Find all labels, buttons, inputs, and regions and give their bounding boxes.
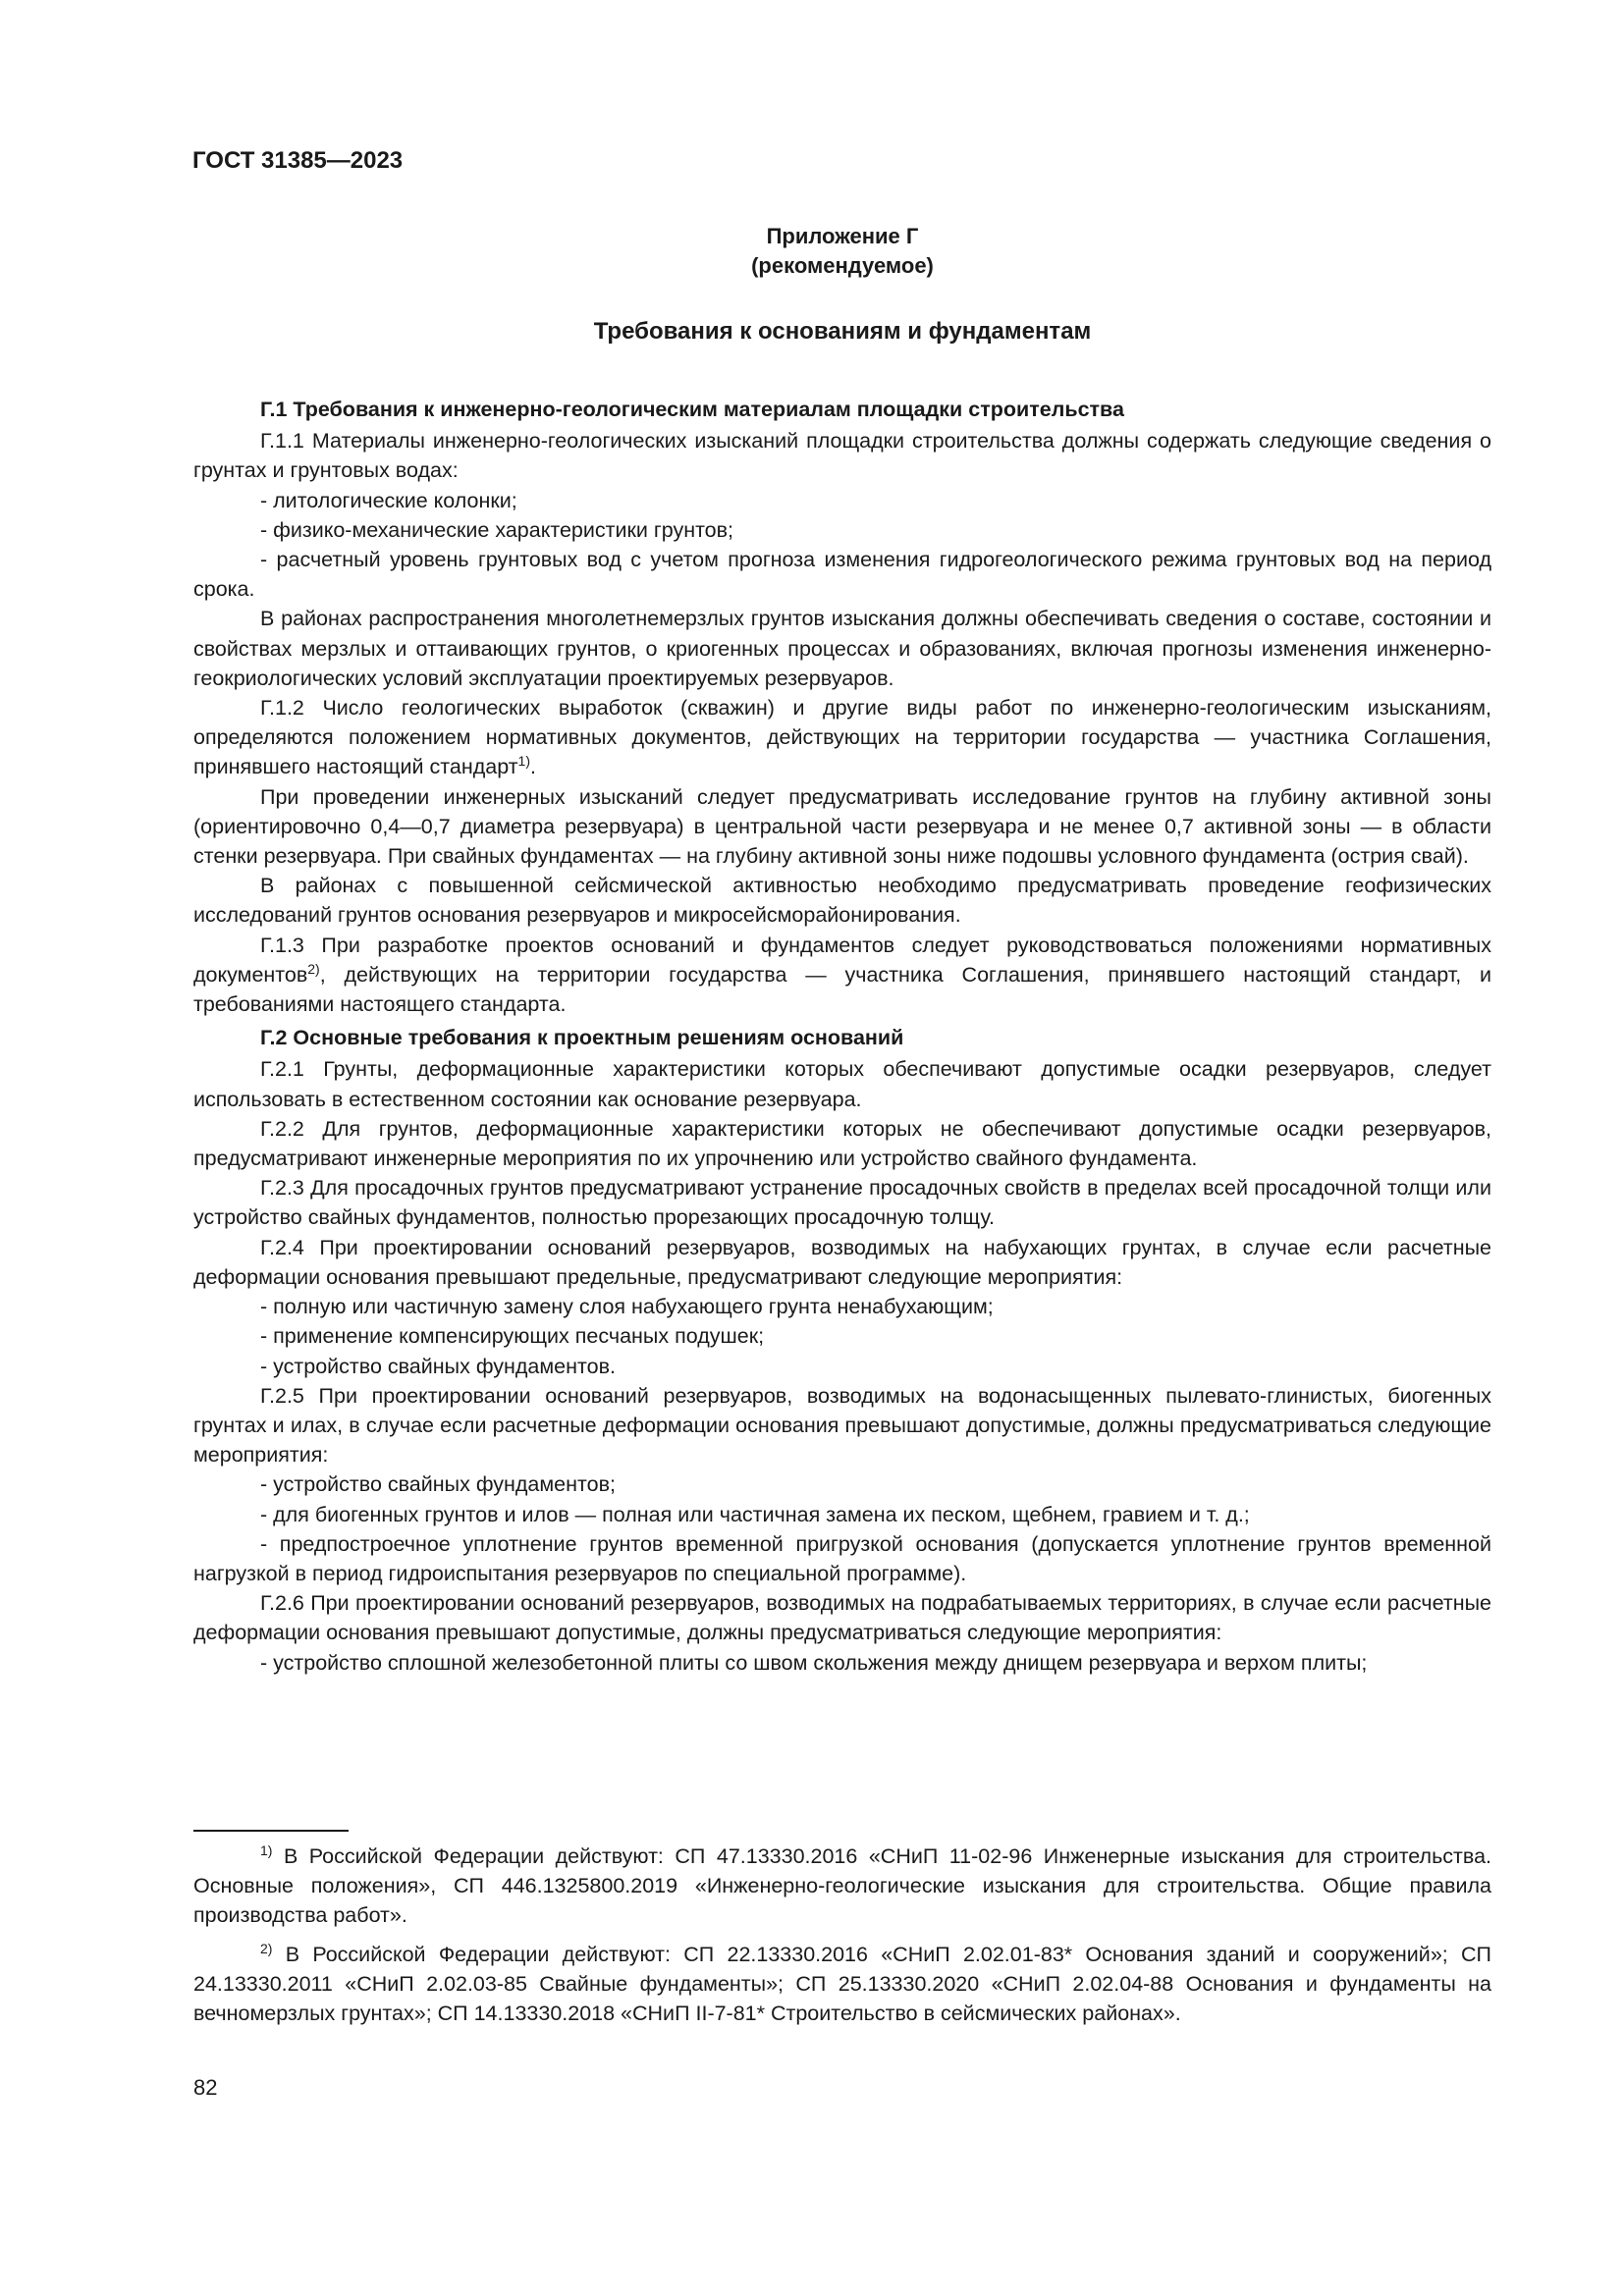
footnote-mark-2: 2) (260, 1940, 273, 1956)
footnotes (193, 1842, 1491, 2038)
clause-g2-1: Г.2.1 Грунты, деформационные характеристики которых обеспечивают допустимые осадки резервуаров, следует использовать в естественном состоянии как основание резервуара. (193, 1057, 1491, 1111)
footnote-1 (193, 1842, 1491, 1930)
list-item: - физико-механические характеристики грунтов; (260, 517, 734, 542)
clause-g2-2: Г.2.2 Для грунтов, деформационные характеристики которых не обеспечивают допустимые осадки резервуаров, предусматривают инженерные мероприятия по их упрочнению или устройство свайного фундамента. (193, 1116, 1491, 1171)
clause-g1-1-permafrost: В районах распространения многолетнемерзлых грунтов изыскания должны обеспечивать сведения о составе, состоянии и свойствах мерзлых и оттаивающих грунтов, о криогенных процессах и образованиях, включая прогнозы изменения инженерно-геокриологических условий эксплуатации проектируемых резервуаров. (193, 607, 1491, 690)
list-item: - расчетный уровень грунтовых вод с учетом прогноза изменения гидрогеологического режима грунтовых вод на период срока. (193, 548, 1491, 602)
footnote-ref-2[interactable]: 2) (307, 960, 320, 977)
annex-label: Приложение Г (766, 224, 919, 248)
clause-g1-2-end: . (530, 755, 536, 779)
section-heading-g2: Г.2 Основные требования к проектным решениям оснований (260, 1026, 904, 1050)
clause-g2-5: Г.2.5 При проектировании оснований резервуаров, возводимых на водонасыщенных пылевато-глинистых, биогенных грунтах и илах, в случае если расчетные деформации основания превышают допустимые, должны предусматриваться следующие мероприятия: (193, 1383, 1491, 1468)
annex-status: (рекомендуемое) (751, 253, 934, 278)
section-heading-g1: Г.1 Требования к инженерно-геологическим материалам площадки строительства (260, 398, 1124, 421)
footnote-text-1: В Российской Федерации действуют: СП 47.13330.2016 «СНиП 11-02-96 Инженерные изыскания для строительства. Основные положения», СП 446.1325800.2019 «Инженерно-геологические изыскания для строительства. Общие правила производства работ». (193, 1844, 1491, 1927)
clause-g1-2-seismic: В районах с повышенной сейсмической активностью необходимо предусматривать проведение геофизических исследований грунтов основания резервуаров и микросейсморайонирования. (193, 874, 1491, 928)
clause-g2-6: Г.2.6 При проектировании оснований резервуаров, возводимых на подрабатываемых территориях, в случае если расчетные деформации основания превышают допустимые, должны предусматриваться следующие мероприятия: (193, 1591, 1491, 1645)
clause-g1-2-depth: При проведении инженерных изысканий следует предусматривать исследование грунтов на глубину активной зоны (ориентировочно 0,4—0,7 диаметра резервуара) в центральной части резервуара и не менее 0,7 активной зоны — в области стенки резервуара. При свайных фундаментах — на глубину активной зоны ниже подошвы условного фундамента (острия свай). (193, 784, 1491, 869)
list-item: - предпостроечное уплотнение грунтов временной пригрузкой основания (допускается уплотнение грунтов временной нагрузкой в период гидроиспытания резервуаров по специальной программе). (193, 1531, 1491, 1585)
clause-g1-3-text: Г.1.3 При разработке проектов оснований и фундаментов следует руководствоваться положениями нормативных документов (193, 933, 1491, 987)
list-item: - устройство свайных фундаментов; (260, 1472, 616, 1497)
footnote-text-2: В Российской Федерации действуют: СП 22.13330.2016 «СНиП 2.02.01-83* Основания зданий и сооружений»; СП 24.13330.2011 «СНиП 2.02.03-85 Свайные фундаменты»; СП 25.13330.2020 «СНиП 2.02.04-88 Основания и фундаменты на вечномерзлых грунтах»; СП 14.13330.2018 «СНиП II-7-81* Строительство в сейсмических районах». (193, 1943, 1491, 2025)
list-item: - применение компенсирующих песчаных подушек; (260, 1324, 765, 1349)
clause-g1-1: Г.1.1 Материалы инженерно-геологических изысканий площадки строительства должны содержать следующие сведения о грунтах и грунтовых водах: (193, 429, 1491, 483)
footnote-mark-1: 1) (260, 1842, 273, 1858)
list-item: - для биогенных грунтов и илов — полная или частичная замена их песком, щебнем, гравием и т. д.; (260, 1502, 1250, 1526)
list-item: - устройство сплошной железобетонной плиты со швом скольжения между днищем резервуара и верхом плиты; (260, 1650, 1368, 1675)
annex-title: Требования к основаниям и фундаментам (593, 318, 1092, 345)
list-item: - устройство свайных фундаментов. (260, 1354, 616, 1378)
document-code: ГОСТ 31385—2023 (192, 147, 404, 174)
clause-g2-4: Г.2.4 При проектировании оснований резервуаров, возводимых на набухающих грунтах, в случае если расчетные деформации основания превышают предельные, предусматривают следующие мероприятия: (193, 1235, 1491, 1289)
list-item: - полную или частичную замену слоя набухающего грунта ненабухающим; (260, 1295, 994, 1319)
clause-g1-3 (193, 931, 1491, 1020)
footnote-2 (193, 1940, 1491, 2028)
page-number: 82 (193, 2075, 218, 2100)
clause-g2-3: Г.2.3 Для просадочных грунтов предусматривают устранение просадочных свойств в пределах всей просадочной толщи или устройство свайных фундаментов, полностью прорезающих просадочную толщу. (193, 1176, 1491, 1230)
footnote-separator (193, 1830, 349, 1832)
list-item: - литологические колонки; (260, 488, 517, 512)
clause-g1-2 (193, 693, 1491, 782)
clause-g1-2-text: Г.1.2 Число геологических выработок (скважин) и другие виды работ по инженерно-геологическим изысканиям, определяются положением нормативных документов, действующих на территории государства — участника Соглашения, принявшего настоящий стандарт (193, 696, 1491, 779)
annex-header (192, 222, 1492, 281)
clause-g1-3-text-end: , действующих на территории государства — участника Соглашения, принявшего настоящий стандарт, и требованиями настоящего стандарта. (193, 962, 1491, 1017)
document-body (193, 395, 1491, 1678)
footnote-ref-1[interactable]: 1) (517, 753, 530, 770)
